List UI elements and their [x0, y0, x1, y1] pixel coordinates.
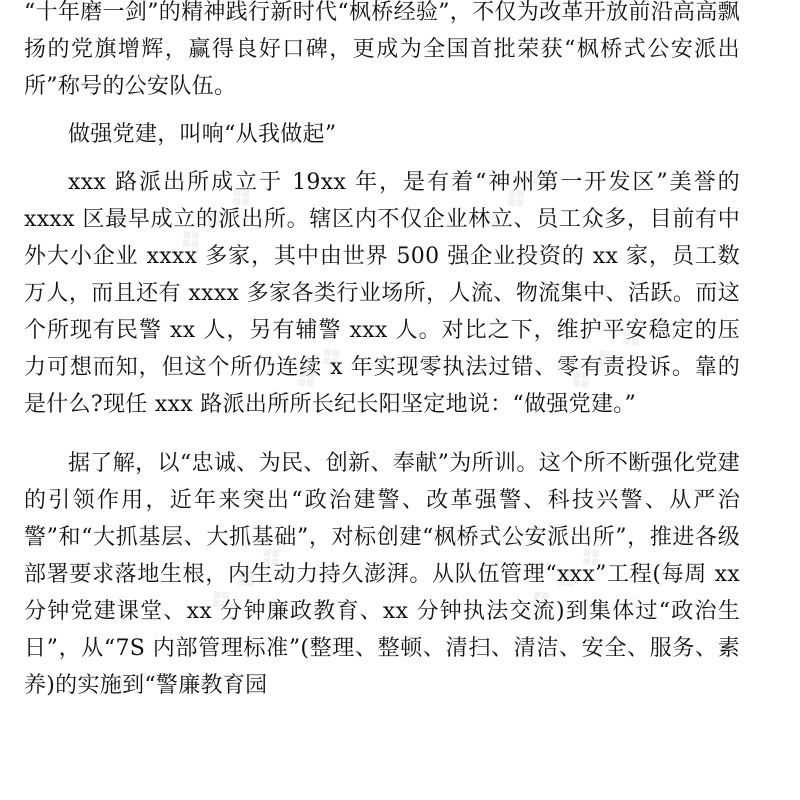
- watermark-mark: ❖❖❖: [470, 152, 569, 243]
- watermark-mark: ❖❖❖: [170, 172, 269, 263]
- watermark-mark: ❖❖❖: [200, 532, 299, 623]
- paragraph-2: 据了解，以“忠诚、为民、创新、奉献”为所训。这个所不断强化党建的引领作用，近年来突出“政治建警、改革强警、科技兴警、从严治警”和“大抓基层、大抓基础”，对标创建“枫桥式公安派出所”，推进各级部署要求落地生根，内生动力持久澎湃。从队伍管理“xxx”工程(每周 xx 分钟党建课堂、xx 分钟廉政教育、xx 分钟执法交流)到集体过“政治生日”，从“7S 内部管理标准”(整理、整顿、清扫、清洁、安全、服务、素养)的实施到“警廉教育园: [24, 451, 740, 698]
- paragraph-gap: [24, 423, 740, 445]
- document-body: [24, 0, 740, 704]
- section-heading: 做强党建，叫响“从我做起”: [68, 122, 337, 147]
- watermark-mark: ❖❖❖: [560, 312, 659, 403]
- watermark-mark: ❖❖❖: [260, 332, 359, 423]
- paragraph-continuation: “十年磨一剑”的精神践行新时代“枫桥经验”，不仅为改革开放前沿高高飘扬的党旗增辉，赢得良好口碑，更成为全国首批荣获“枫桥式公安派出所”称号的公安队伍。: [24, 0, 740, 99]
- paragraph-1: xxx 路派出所成立于 19xx 年，是有着“神州第一开发区”美誉的 xxxx 区最早成立的派出所。辖区内不仅企业林立、员工众多，目前有中外大小企业 xxxx 多家，其中由世界 500 强企业投资的 xx 家，员工数万人，而且还有 xxxx 多家各类行业场所，人流、物流集中、活跃。而这个所现有民警 xx 人，另有辅警 xxx 人。对比之下，维护平安稳定的压力可想而知，但这个所仍连续 x 年实现零执法过错、零有责投诉。靠的是什么?现任 xxx 路派出所所长纪长阳坚定地说：“做强党建。”: [24, 170, 740, 417]
- watermark-mark: ❖❖❖: [520, 532, 619, 623]
